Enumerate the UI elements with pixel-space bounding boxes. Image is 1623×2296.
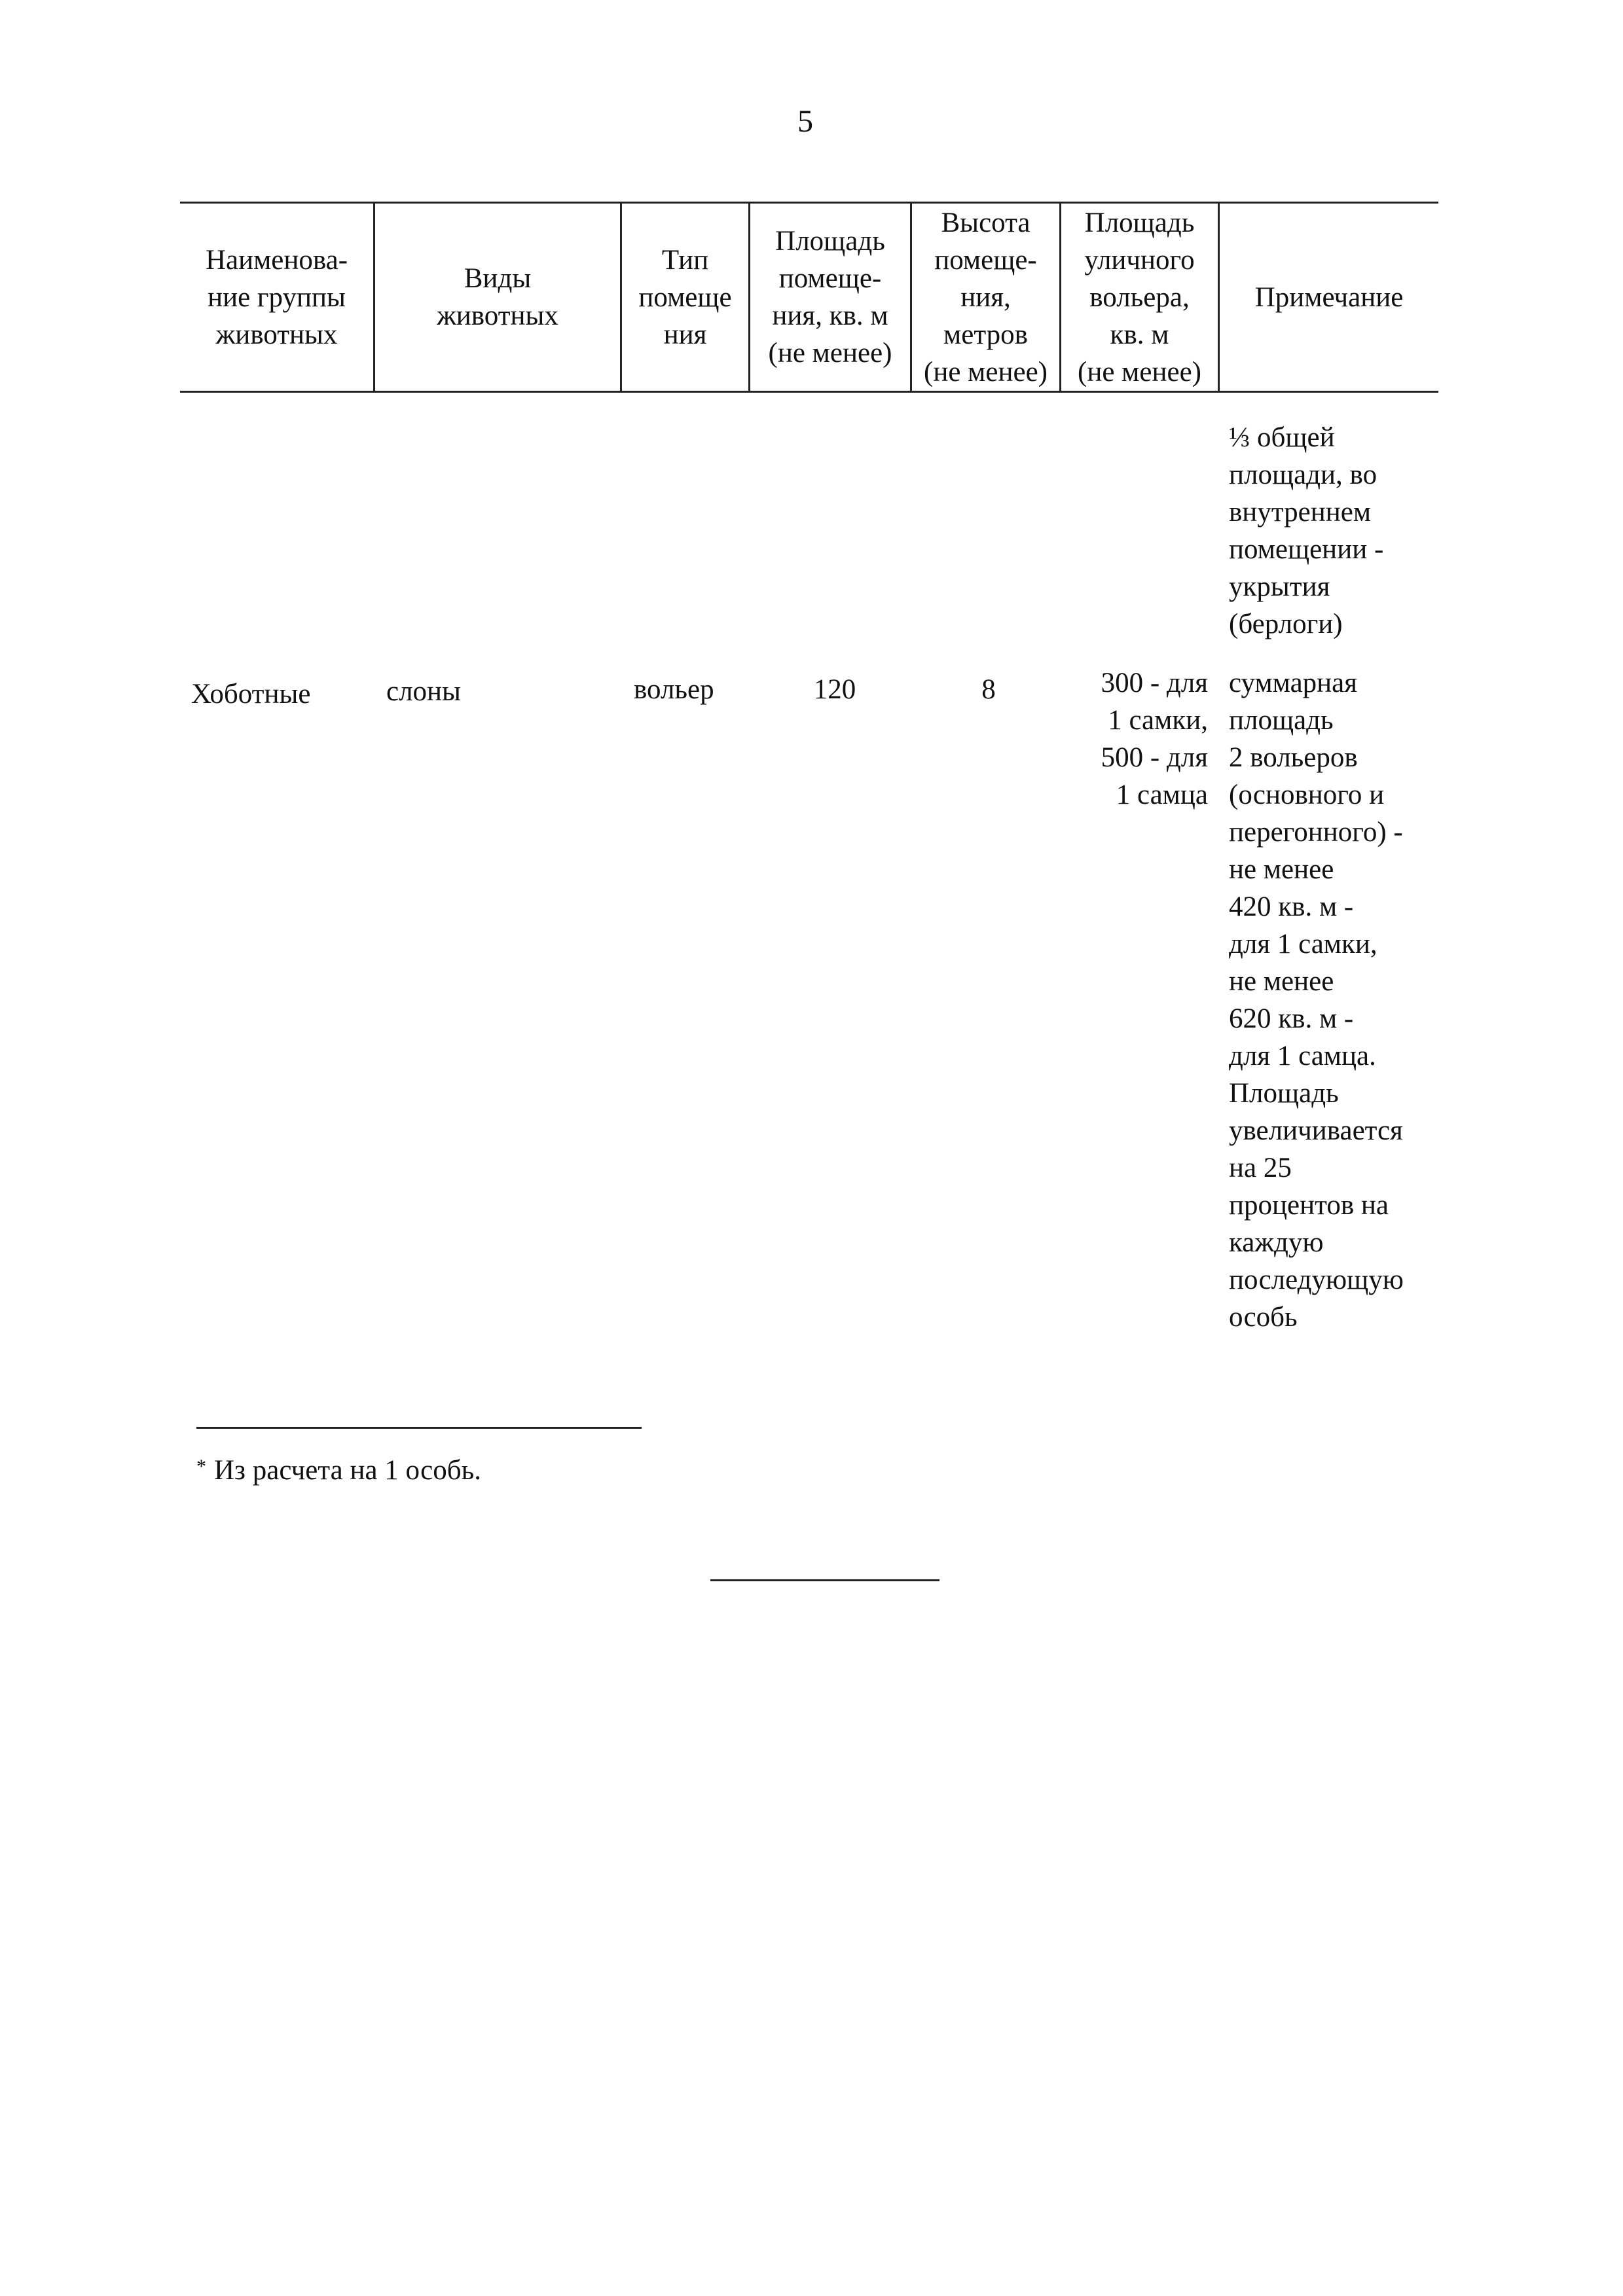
footnote-marker: * — [196, 1456, 206, 1477]
note-top-text: ⅓ общей площади, во внутреннем помещении - укрытия (берлоги) — [1229, 422, 1384, 639]
header-room-area: Площадь помеще- ния, кв. м (не менее) — [768, 226, 892, 368]
end-of-document-rule — [710, 1579, 939, 1581]
footnote-text: Из расчета на 1 особь. — [214, 1455, 481, 1486]
footnote-rule — [196, 1427, 642, 1429]
header-group-name: Наименова- ние группы животных — [205, 244, 348, 350]
table-header-bottom-rule — [180, 391, 1438, 393]
header-outdoor-area: Площадь уличного вольера, кв. м (не менее) — [1078, 207, 1201, 387]
cell-group-name: Хоботные — [191, 679, 311, 709]
page-number: 5 — [797, 104, 813, 139]
header-room-type: Тип помеще ния — [638, 244, 732, 350]
cell-room-area: 120 — [813, 674, 856, 705]
cell-species: слоны — [386, 676, 461, 707]
footnote — [196, 1452, 481, 1489]
cell-outdoor-area: 300 - для 1 самки, 500 - для 1 самца — [1101, 668, 1208, 810]
header-room-height: Высота помеще- ния, метров (не менее) — [924, 207, 1048, 387]
header-species: Виды животных — [437, 263, 558, 331]
header-note: Примечание — [1254, 281, 1404, 313]
cell-room-type: вольер — [634, 674, 714, 705]
cell-note: суммарная площадь 2 вольеров (основного и перегонного) - не менее 420 кв. м - для 1 самки, не менее 620 кв. м - для 1 самца. Площадь увеличивается на 25 процентов на каждую последующую особь — [1229, 668, 1404, 1333]
cell-room-height: 8 — [981, 674, 996, 705]
